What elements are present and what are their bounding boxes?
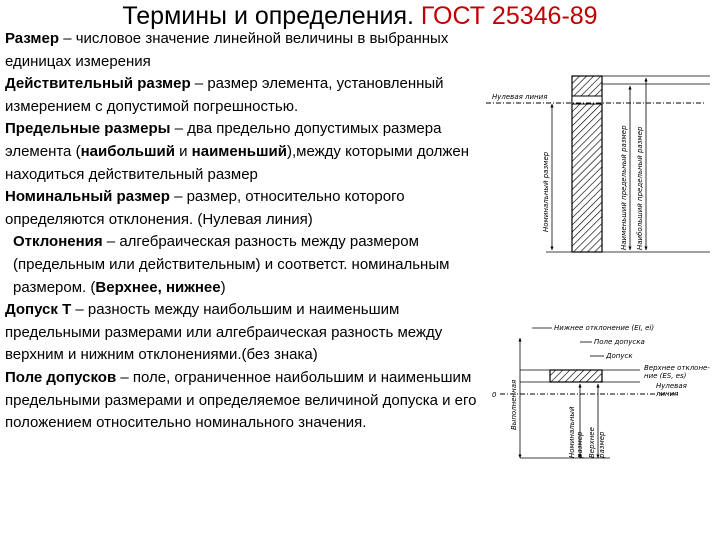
- largest-size-label: Наибольший предельный размер: [636, 126, 644, 250]
- definitions-text: [5, 28, 495, 435]
- definition-body: – алгебраическая разность между размером (предельным или действительным) и соответст. номинальным размером. (: [13, 233, 450, 296]
- tolerance-field-block: [550, 370, 602, 382]
- main-part: [572, 102, 602, 252]
- upper-deviation-label-1: Верхнее отклоне-: [644, 364, 710, 372]
- definition-actual-size: [5, 73, 495, 118]
- term-smallest: наименьший: [191, 142, 287, 160]
- tolerance-label: Допуск: [606, 352, 633, 360]
- definition-tolerance-field: [5, 367, 495, 435]
- term-upper-lower: Верхнее, нижнее: [95, 278, 221, 296]
- term-label: Действительный размер: [5, 75, 191, 93]
- vertical-label-mid-1: Номинальный: [568, 406, 576, 458]
- definition-body: – разность между наибольшим и наименьшим предельными размерами или алгебраическая разность между верхним и нижним отклонениями.(без знака): [5, 301, 443, 364]
- upper-deviation-label-2: ние (ES, es): [644, 372, 687, 380]
- term-label: Поле допусков: [5, 368, 117, 386]
- page-title: [0, 2, 720, 31]
- term-label: Размер: [5, 30, 60, 47]
- vertical-label-mid-2: размер: [576, 431, 584, 458]
- definition-body: – два предельно допустимых размера элемента (: [5, 120, 442, 160]
- vertical-label-left: Выполненная: [510, 379, 518, 430]
- zero-line-label-1: Нулевая: [656, 382, 687, 390]
- definition-body: ),между которыми должен находиться действительный размер: [5, 142, 470, 183]
- term-label: Номинальный размер: [5, 188, 170, 206]
- limit-sizes-diagram: [480, 62, 712, 280]
- title-gost: ГОСТ 25346-89: [420, 2, 598, 30]
- definition-body: – числовое значение линейной величины в выбранных единицах измерения: [5, 30, 449, 70]
- definition-body: – размер, относительно которого определяются отклонения. (Нулевая линия): [5, 188, 405, 228]
- term-label: Предельные размеры: [5, 120, 171, 138]
- nominal-size-label: Номинальный размер: [542, 151, 550, 232]
- definition-body: – размер элемента, установленный измерением с допустимой погрешностью.: [5, 75, 444, 115]
- vertical-label-right-1: Верхнее: [588, 427, 596, 458]
- lower-deviation-label: Нижнее отклонение (EI, ei): [554, 324, 655, 332]
- definition-body: – поле, ограниченное наибольшим и наименьшим предельными размерами и определяемое величиной допуска и его положением относительно номинального значения.: [5, 368, 477, 432]
- tolerance-field-diagram: [480, 318, 712, 470]
- term-label: Отклонения: [13, 233, 103, 251]
- smallest-size-label: Наименьший предельный размер: [620, 125, 628, 250]
- zero-symbol: 0: [492, 391, 497, 399]
- definition-body: и: [174, 142, 192, 160]
- definition-limit-sizes: [5, 118, 495, 186]
- term-largest: наибольший: [80, 142, 175, 160]
- definition-deviations: [5, 231, 495, 299]
- zero-line-label: Нулевая линия: [492, 93, 548, 101]
- vertical-label-right-2: размер: [598, 431, 606, 458]
- definition-body: ): [220, 278, 226, 296]
- title-main: Термины и определения.: [122, 2, 421, 30]
- definition-tolerance: [5, 299, 495, 367]
- zero-line-label-2: линия: [656, 390, 679, 398]
- tolerance-field-label: Поле допуска: [594, 338, 645, 346]
- definition-nominal-size: [5, 186, 495, 231]
- definition-size: [5, 28, 495, 73]
- term-label: Допуск Т: [5, 301, 72, 319]
